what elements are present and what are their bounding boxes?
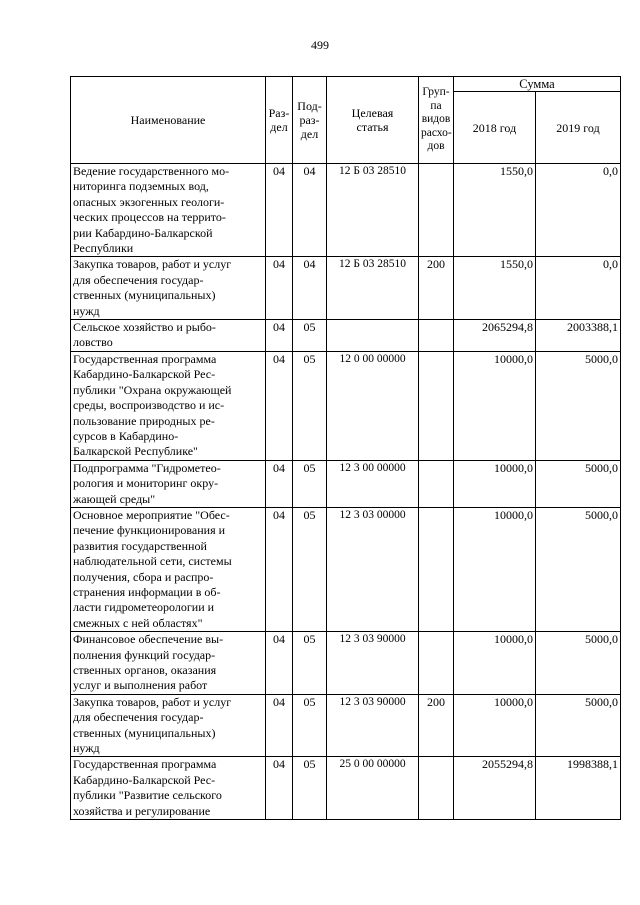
row-podrazdel-cell: 05: [293, 694, 327, 757]
row-razdel-cell: 04: [266, 460, 293, 507]
row-podrazdel-cell: 05: [293, 507, 327, 631]
row-2019-cell: 5000,0: [536, 507, 621, 631]
row-podrazdel-cell: 04: [293, 164, 327, 257]
header-group: Груп- па видов расхо- дов: [419, 77, 454, 164]
table-row: [71, 757, 621, 820]
row-2019-cell: 0,0: [536, 164, 621, 257]
table-row: [71, 694, 621, 757]
row-2018-cell: 10000,0: [454, 632, 536, 695]
row-razdel-cell: 04: [266, 351, 293, 460]
row-2018-cell: 1550,0: [454, 164, 536, 257]
row-2018-cell: 2065294,8: [454, 320, 536, 352]
header-sum: Сумма: [454, 77, 621, 92]
header-2018: 2018 год: [454, 92, 536, 164]
row-group-cell: [419, 757, 454, 820]
row-group-cell: 200: [419, 694, 454, 757]
row-target-cell: 12 3 00 00000: [327, 460, 419, 507]
table-row: [71, 164, 621, 257]
row-2019-cell: 5000,0: [536, 694, 621, 757]
row-2019-cell: 5000,0: [536, 351, 621, 460]
row-group-cell: [419, 351, 454, 460]
row-podrazdel-cell: 05: [293, 632, 327, 695]
table-row: [71, 507, 621, 631]
table-body: [71, 164, 621, 820]
row-razdel-cell: 04: [266, 257, 293, 320]
row-podrazdel-cell: 04: [293, 257, 327, 320]
row-target-cell: 12 3 03 90000: [327, 694, 419, 757]
row-razdel-cell: 04: [266, 320, 293, 352]
page-number: 499: [311, 38, 329, 52]
table-row: [71, 257, 621, 320]
table-header: [71, 77, 621, 164]
table-row: [71, 460, 621, 507]
header-podrazdel: Под- раз- дел: [293, 77, 327, 164]
row-target-cell: 12 0 00 00000: [327, 351, 419, 460]
row-razdel-cell: 04: [266, 757, 293, 820]
header-target: Целевая статья: [327, 77, 419, 164]
row-target-cell: 25 0 00 00000: [327, 757, 419, 820]
header-name: Наименование: [71, 77, 266, 164]
row-name-cell: Закупка товаров, работ и услуг для обеспечения государ- ственных (муниципальных) нужд: [71, 257, 266, 320]
row-2018-cell: 10000,0: [454, 351, 536, 460]
row-2018-cell: 10000,0: [454, 507, 536, 631]
budget-table: [70, 76, 621, 820]
row-name-cell: Финансовое обеспечение вы- полнения функций государ- ственных органов, оказания услуг и выполнения работ: [71, 632, 266, 695]
table-row: [71, 320, 621, 352]
row-target-cell: 12 3 03 90000: [327, 632, 419, 695]
row-2018-cell: 2055294,8: [454, 757, 536, 820]
table-row: [71, 632, 621, 695]
row-group-cell: [419, 320, 454, 352]
row-2018-cell: 1550,0: [454, 257, 536, 320]
row-2018-cell: 10000,0: [454, 460, 536, 507]
row-group-cell: 200: [419, 257, 454, 320]
row-2019-cell: 1998388,1: [536, 757, 621, 820]
row-group-cell: [419, 164, 454, 257]
row-razdel-cell: 04: [266, 164, 293, 257]
header-razdel: Раз- дел: [266, 77, 293, 164]
row-group-cell: [419, 632, 454, 695]
row-name-cell: Сельское хозяйство и рыбо- ловство: [71, 320, 266, 352]
row-group-cell: [419, 460, 454, 507]
row-group-cell: [419, 507, 454, 631]
row-podrazdel-cell: 05: [293, 351, 327, 460]
row-2019-cell: 2003388,1: [536, 320, 621, 352]
row-razdel-cell: 04: [266, 507, 293, 631]
table-row: [71, 351, 621, 460]
row-target-cell: [327, 320, 419, 352]
row-2018-cell: 10000,0: [454, 694, 536, 757]
row-2019-cell: 5000,0: [536, 632, 621, 695]
row-name-cell: Государственная программа Кабардино-Балкарской Рес- публики "Охрана окружающей среды, воспроизводство и ис- пользование природных ре- сурсов в Кабардино- Балкарской Республике": [71, 351, 266, 460]
row-target-cell: 12 Б 03 28510: [327, 164, 419, 257]
row-2019-cell: 0,0: [536, 257, 621, 320]
row-name-cell: Закупка товаров, работ и услуг для обеспечения государ- ственных (муниципальных) нужд: [71, 694, 266, 757]
row-razdel-cell: 04: [266, 632, 293, 695]
row-podrazdel-cell: 05: [293, 757, 327, 820]
row-name-cell: Ведение государственного мо- ниторинга подземных вод, опасных экзогенных геологи- ческих процессов на террито- рии Кабардино-Балкарской Республики: [71, 164, 266, 257]
row-target-cell: 12 Б 03 28510: [327, 257, 419, 320]
row-2019-cell: 5000,0: [536, 460, 621, 507]
row-name-cell: Государственная программа Кабардино-Балкарской Рес- публики "Развитие сельского хозяйства и регулирование: [71, 757, 266, 820]
row-name-cell: Подпрограмма "Гидрометео- рология и мониторинг окру- жающей среды": [71, 460, 266, 507]
row-razdel-cell: 04: [266, 694, 293, 757]
row-podrazdel-cell: 05: [293, 460, 327, 507]
row-target-cell: 12 3 03 00000: [327, 507, 419, 631]
row-podrazdel-cell: 05: [293, 320, 327, 352]
header-2019: 2019 год: [536, 92, 621, 164]
row-name-cell: Основное мероприятие "Обес- печение функционирования и развития государственной наблюдательной сети, системы получения, сбора и распро- странения информации в об- ласти гидрометеорологии и смежных с ней областях": [71, 507, 266, 631]
